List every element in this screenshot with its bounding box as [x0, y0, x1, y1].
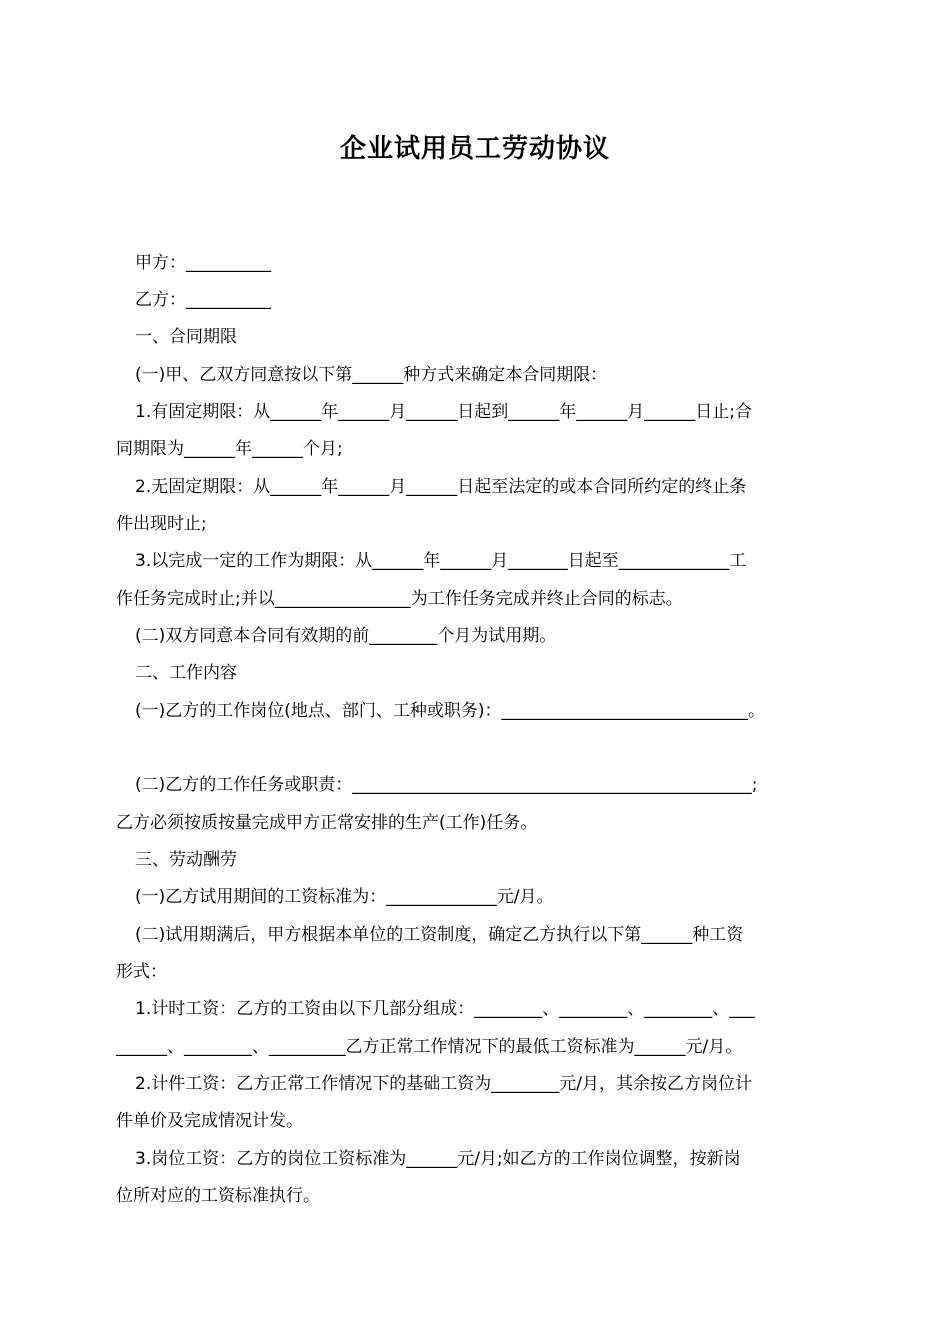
paragraph-line: 3.岗位工资：乙方的岗位工资标准为______元/月;如乙方的工作岗位调整，按新岗: [135, 1149, 741, 1169]
section-heading-work-content: 二、工作内容: [135, 663, 237, 683]
paragraph-line: 件单价及完成情况计发。: [116, 1111, 303, 1131]
paragraph-line: (一)乙方的工作岗位(地点、部门、工种或职务)：_____________________________。: [135, 701, 766, 721]
paragraph-line: (二)试用期满后，甲方根据本单位的工资制度，确定乙方执行以下第______种工资: [135, 925, 744, 945]
paragraph-line: 2.计件工资：乙方正常工作情况下的基础工资为________元/月，其余按乙方岗位计: [135, 1074, 752, 1094]
paragraph-line: (二)乙方的工作任务或职责：_______________________________________________;: [135, 775, 758, 795]
paragraph-line: 1.计时工资：乙方的工资由以下几部分组成：________、________、________、___: [135, 999, 755, 1019]
paragraph-line: 2.无固定期限：从______年______月______日起至法定的或本合同所约定的终止条: [135, 477, 747, 497]
paragraph-line: 件出现时止;: [116, 514, 207, 534]
paragraph-line: 乙方必须按质按量完成甲方正常安排的生产(工作)任务。: [116, 813, 538, 833]
document-title: 企业试用员工劳动协议: [339, 134, 610, 164]
paragraph-line: 作任务完成时止;并以________________为工作任务完成并终止合同的标志。: [116, 589, 683, 609]
paragraph-line: 3.以完成一定的工作为期限：从______年______月_______日起至_____________工: [135, 551, 747, 571]
paragraph-line: 1.有固定期限：从______年______月______日起到______年______月______日止;合: [135, 402, 752, 422]
paragraph-line: 位所对应的工资标准执行。: [116, 1186, 320, 1206]
party-b-line: 乙方：__________: [135, 290, 271, 310]
party-a-line: 甲方：__________: [135, 253, 271, 273]
paragraph-line: ______、________、_________乙方正常工作情况下的最低工资标准为______元/月。: [116, 1037, 743, 1057]
section-heading-contract-term: 一、合同期限: [135, 327, 237, 347]
paragraph-line: (一)甲、乙双方同意按以下第______种方式来确定本合同期限：: [135, 365, 608, 385]
paragraph-line: (一)乙方试用期间的工资标准为：_____________元/月。: [135, 887, 554, 907]
paragraph-line: 同期限为______年______个月;: [116, 439, 343, 459]
section-heading-remuneration: 三、劳动酬劳: [135, 850, 237, 870]
paragraph-line: (二)双方同意本合同有效期的前________个月为试用期。: [135, 626, 557, 646]
paragraph-line: 形式：: [116, 962, 167, 982]
